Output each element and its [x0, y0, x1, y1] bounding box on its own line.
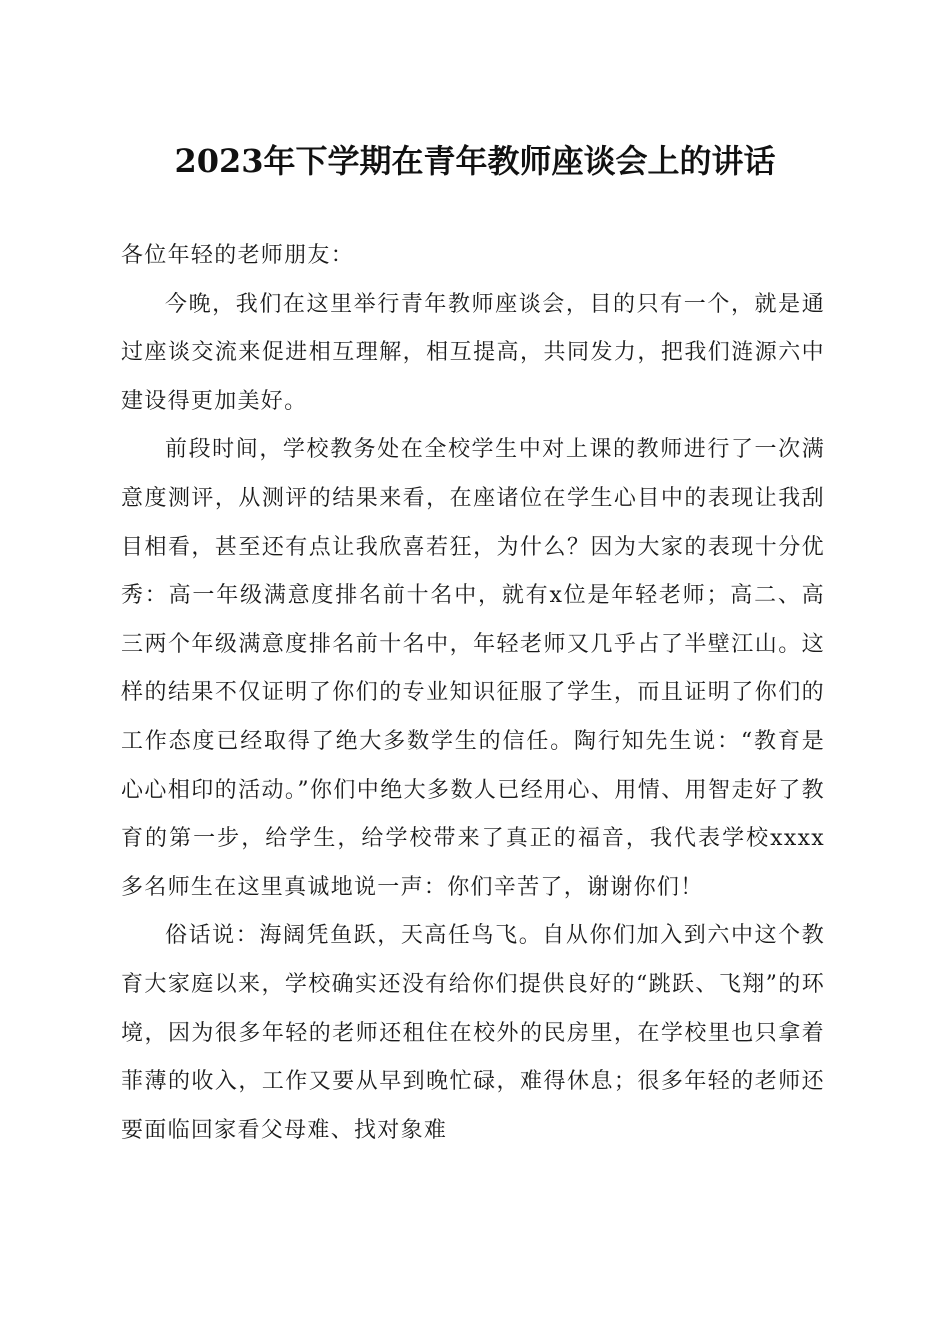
paragraph-2: 前段时间，学校教务处在全校学生中对上课的教师进行了一次满意度测评，从测评的结果来看，在座诸位在学生心目中的表现让我刮目相看，甚至还有点让我欣喜若狂，为什么？因为大家的表现十分优秀：高一年级满意度排名前十名中，就有x位是年轻老师；高二、高三两个年级满意度排名前十名中，年轻老师又几乎占了半壁江山。这样的结果不仅证明了你们的专业知识征服了学生，而且证明了你们的工作态度已经取得了绝大多数学生的信任。陶行知先生说：“教育是心心相印的活动。”你们中绝大多数人已经用心、用情、用智走好了教育的第一步，给学生，给学校带来了真正的福音，我代表学校xxxx多名师生在这里真诚地说一声：你们辛苦了，谢谢你们！ [121, 437, 825, 900]
document-title: 2023年下学期在青年教师座谈会上的讲话 [174, 142, 776, 180]
paragraph-3: 俗话说：海阔凭鱼跃，天高任鸟飞。自从你们加入到六中这个教育大家庭以来，学校确实还没有给你们提供良好的“跳跃、飞翔”的环境，因为很多年轻的老师还租住在校外的民房里，在学校里也只拿着菲薄的收入，工作又要从早到晚忙碌，难得休息；很多年轻的老师还要面临回家看父母难、找对象难 [121, 923, 825, 1143]
paragraph-1: 今晚，我们在这里举行青年教师座谈会，目的只有一个，就是通过座谈交流来促进相互理解，相互提高，共同发力，把我们涟源六中建设得更加美好。 [121, 291, 825, 414]
document-body [121, 232, 825, 1155]
salutation: 各位年轻的老师朋友： [121, 243, 355, 268]
